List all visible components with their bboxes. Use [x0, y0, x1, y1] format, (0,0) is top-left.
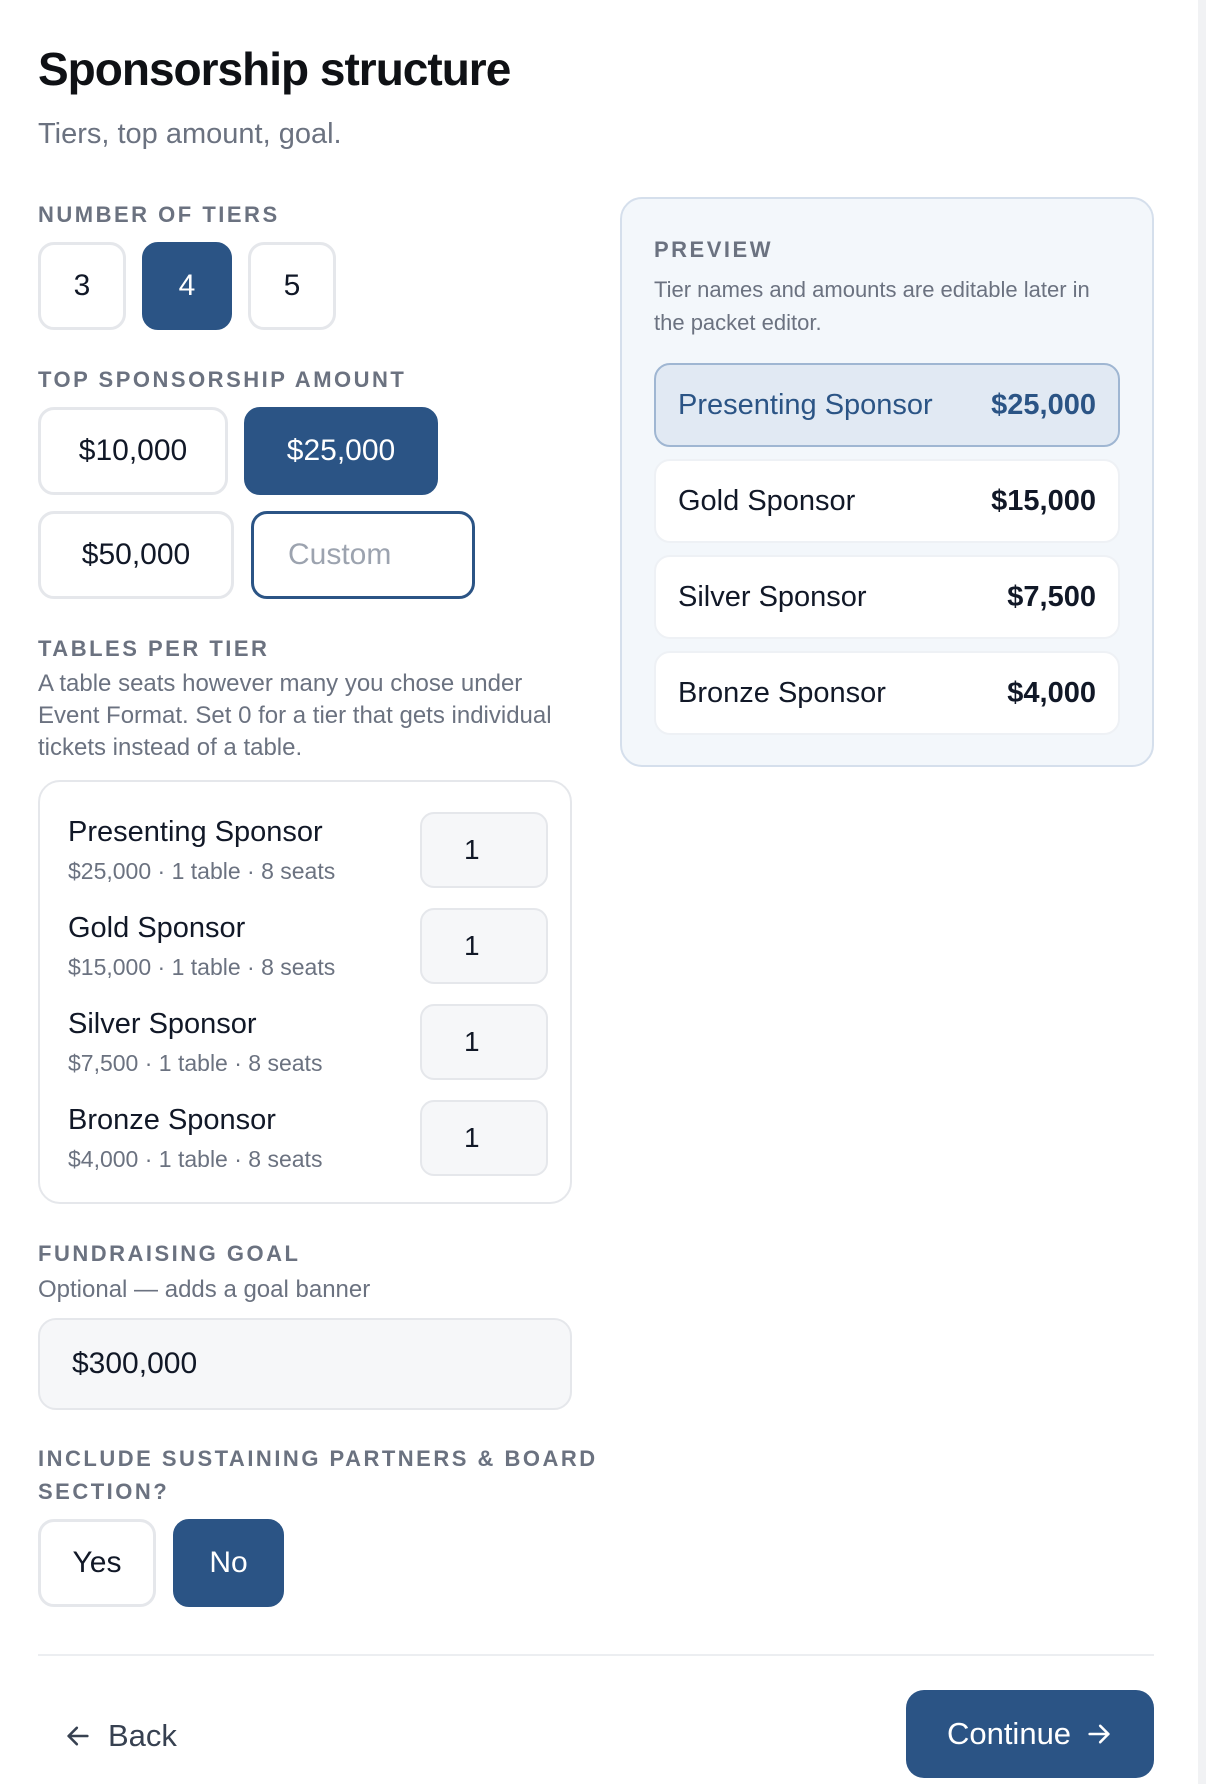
goal-label: FUNDRAISING GOAL — [38, 1241, 301, 1266]
partners-yes-button[interactable]: Yes — [38, 1519, 156, 1607]
preview-tier-amount: $25,000 — [991, 388, 1096, 421]
partners-no-button[interactable]: No — [173, 1519, 284, 1607]
tier-table-row — [68, 908, 548, 988]
preview-tier-row — [654, 555, 1120, 639]
tier-count-option-5[interactable]: 5 — [248, 242, 336, 330]
tier-name: Silver Sponsor — [68, 1008, 257, 1040]
preview-tier-amount: $7,500 — [1007, 580, 1096, 613]
tier-name: Gold Sponsor — [68, 912, 246, 944]
tiers-count-label: NUMBER OF TIERS — [38, 202, 280, 227]
tier-tables-input[interactable]: 1 — [420, 1100, 548, 1176]
tier-meta: $15,000 · 1 table · 8 seats — [68, 954, 336, 980]
partners-label-cont: SECTION? — [38, 1479, 170, 1504]
tables-per-tier-help: A table seats however many you chose under Event Format. Set 0 for a tier that gets individual tickets instead of a table. — [38, 670, 552, 761]
footer-divider — [38, 1654, 1154, 1656]
amount-option-50000[interactable]: $50,000 — [38, 511, 234, 599]
preview-tier-row — [654, 363, 1120, 447]
amount-option-25000[interactable]: $25,000 — [244, 407, 438, 495]
back-button[interactable] — [64, 1712, 177, 1760]
preview-tier-amount: $4,000 — [1007, 676, 1096, 709]
tier-name: Presenting Sponsor — [68, 816, 323, 848]
tier-meta: $25,000 · 1 table · 8 seats — [68, 858, 336, 884]
arrow-left-icon — [64, 1722, 92, 1750]
page-title: Sponsorship structure — [38, 43, 511, 95]
tier-count-option-3[interactable]: 3 — [38, 242, 126, 330]
preview-label: PREVIEW — [654, 237, 773, 262]
tier-count-option-4[interactable]: 4 — [142, 242, 232, 330]
preview-tier-name: Silver Sponsor — [678, 580, 867, 613]
continue-button[interactable] — [906, 1690, 1154, 1778]
tier-meta: $7,500 · 1 table · 8 seats — [68, 1050, 323, 1076]
preview-help: Tier names and amounts are editable later in the packet editor. — [654, 277, 1090, 335]
tier-tables-card — [38, 780, 572, 1204]
preview-tier-row — [654, 651, 1120, 735]
amount-option-10000[interactable]: $10,000 — [38, 407, 228, 495]
back-label: Back — [108, 1718, 177, 1753]
tables-per-tier-label: TABLES PER TIER — [38, 636, 270, 661]
tier-table-row — [68, 1004, 548, 1084]
tier-table-row — [68, 1100, 548, 1180]
partners-label: INCLUDE SUSTAINING PARTNERS & BOARD — [38, 1446, 598, 1471]
tier-name: Bronze Sponsor — [68, 1104, 276, 1136]
preview-tier-amount: $15,000 — [991, 484, 1096, 517]
preview-panel — [620, 197, 1154, 767]
preview-tier-name: Gold Sponsor — [678, 484, 856, 517]
top-amount-label: TOP SPONSORSHIP AMOUNT — [38, 367, 407, 392]
tier-tables-input[interactable]: 1 — [420, 1004, 548, 1080]
arrow-right-icon — [1085, 1720, 1113, 1748]
tier-tables-input[interactable]: 1 — [420, 908, 548, 984]
scrollbar-track[interactable] — [1198, 0, 1206, 1784]
goal-input[interactable]: $300,000 — [38, 1318, 572, 1410]
tier-meta: $4,000 · 1 table · 8 seats — [68, 1146, 323, 1172]
tier-table-row — [68, 812, 548, 892]
preview-tier-row — [654, 459, 1120, 543]
custom-amount-input[interactable]: Custom — [251, 511, 475, 599]
continue-label: Continue — [946, 1716, 1072, 1751]
preview-tier-name: Presenting Sponsor — [678, 388, 933, 421]
preview-tier-name: Bronze Sponsor — [678, 676, 886, 709]
tier-tables-input[interactable]: 1 — [420, 812, 548, 888]
goal-help: Optional — adds a goal banner — [38, 1276, 371, 1303]
page-subtitle: Tiers, top amount, goal. — [38, 118, 342, 150]
